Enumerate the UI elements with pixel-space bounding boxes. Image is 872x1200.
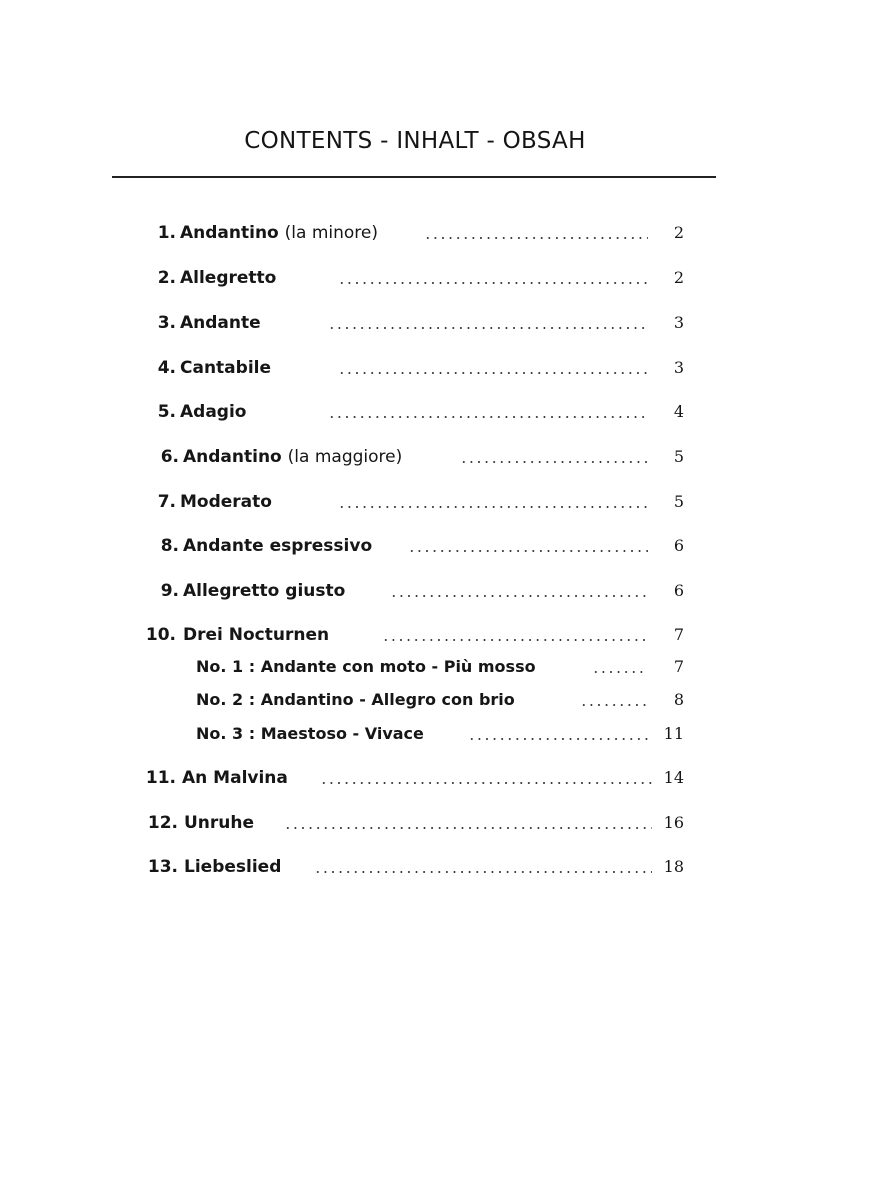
entry-title [180, 355, 271, 381]
entry-title [184, 810, 254, 836]
entry-number: 8. [160, 536, 179, 556]
toc-entry-13[interactable] [0, 854, 872, 880]
toc-entry-2[interactable] [0, 265, 872, 291]
page-number: 7 [673, 625, 684, 644]
entry-title-text: No. 1 : Andante con moto - Più mosso [196, 657, 536, 676]
page-number: 5 [673, 447, 684, 466]
dot-leader [382, 639, 648, 641]
page-number: 8 [673, 690, 684, 709]
entry-number: 2. [157, 268, 176, 288]
toc-entry-3[interactable] [0, 310, 872, 336]
dot-leader [284, 827, 652, 829]
toc-subentry-10-3[interactable] [0, 721, 872, 747]
entry-title [196, 721, 424, 747]
page-number: 5 [673, 492, 684, 511]
entry-title [183, 444, 402, 470]
page-number: 3 [673, 313, 684, 332]
page-number: 16 [663, 813, 684, 832]
entry-number: 5. [157, 402, 176, 422]
entry-title [180, 399, 246, 425]
entry-number: 6. [160, 447, 179, 467]
entry-title-text: Drei Nocturnen [183, 625, 330, 645]
dot-leader [328, 416, 648, 418]
entry-title-text: No. 2 : Andantino - Allegro con brio [196, 690, 515, 709]
dot-leader [408, 550, 648, 552]
toc-subentry-10-2[interactable] [0, 687, 872, 713]
entry-title-text: Andante espressivo [183, 536, 373, 556]
dot-leader [314, 871, 652, 873]
entry-number: 7. [157, 492, 176, 512]
entry-title-text: Allegretto [180, 268, 277, 288]
entry-title-text: No. 3 : Maestoso - Vivace [196, 724, 424, 743]
entry-title-text: Andante [180, 313, 261, 333]
dot-leader [592, 671, 648, 673]
page-number: 2 [673, 268, 684, 287]
dot-leader [390, 595, 648, 597]
entry-title [182, 765, 288, 791]
entry-title-text: Andantino [180, 223, 279, 243]
page-number: 3 [673, 358, 684, 377]
dot-leader [328, 327, 648, 329]
entry-number: 1. [157, 223, 176, 243]
entry-title [196, 654, 536, 680]
entry-title [180, 220, 378, 246]
toc-entry-9[interactable] [0, 578, 872, 604]
entry-number: 12. [147, 813, 178, 833]
entry-subtitle: (la minore) [284, 223, 379, 243]
entry-title-text: Liebeslied [184, 857, 282, 877]
entry-title-text: Unruhe [184, 813, 255, 833]
entry-title [180, 265, 276, 291]
dot-leader [320, 782, 652, 784]
dot-leader [468, 738, 652, 740]
page-number: 6 [673, 581, 684, 600]
entry-number: 10. [145, 625, 176, 645]
entry-title [180, 489, 272, 515]
dot-leader [338, 282, 648, 284]
toc-entry-5[interactable] [0, 399, 872, 425]
entry-number: 13. [147, 857, 178, 877]
entry-title [183, 622, 329, 648]
entry-title [184, 854, 281, 880]
page-number: 2 [673, 223, 684, 242]
dot-leader [580, 704, 648, 706]
toc-entry-7[interactable] [0, 489, 872, 515]
toc-entry-6[interactable] [0, 444, 872, 470]
page-number: 6 [673, 536, 684, 555]
toc-entry-8[interactable] [0, 533, 872, 559]
toc-entry-1[interactable] [0, 220, 872, 246]
entry-title [183, 533, 372, 559]
toc-entry-10[interactable] [0, 622, 872, 648]
page-number: 4 [673, 402, 684, 421]
dot-leader [424, 237, 648, 239]
entry-number: 11. [145, 768, 176, 788]
entry-number: 3. [157, 313, 176, 333]
entry-subtitle: (la maggiore) [287, 447, 403, 467]
entry-title-text: Adagio [180, 402, 247, 422]
entry-title [196, 687, 515, 713]
entry-title-text: Allegretto giusto [183, 581, 346, 601]
page-number: 14 [663, 768, 684, 787]
entry-number: 4. [157, 358, 176, 378]
dot-leader [338, 372, 648, 374]
toc-entry-4[interactable] [0, 355, 872, 381]
toc-entry-11[interactable] [0, 765, 872, 791]
dot-leader [338, 506, 648, 508]
toc-subentry-10-1[interactable] [0, 654, 872, 680]
page-number: 18 [663, 857, 684, 876]
page-number: 7 [673, 657, 684, 676]
entry-title [183, 578, 345, 604]
entry-title-text: Cantabile [180, 358, 272, 378]
entry-title [180, 310, 261, 336]
page-number: 11 [663, 724, 684, 743]
toc-entry-12[interactable] [0, 810, 872, 836]
entry-title-text: Andantino [183, 447, 282, 467]
page-title: CONTENTS - INHALT - OBSAH [244, 128, 586, 154]
dot-leader [460, 461, 648, 463]
entry-title-text: Moderato [180, 492, 272, 512]
entry-title-text: An Malvina [182, 768, 288, 788]
entry-number: 9. [160, 581, 179, 601]
